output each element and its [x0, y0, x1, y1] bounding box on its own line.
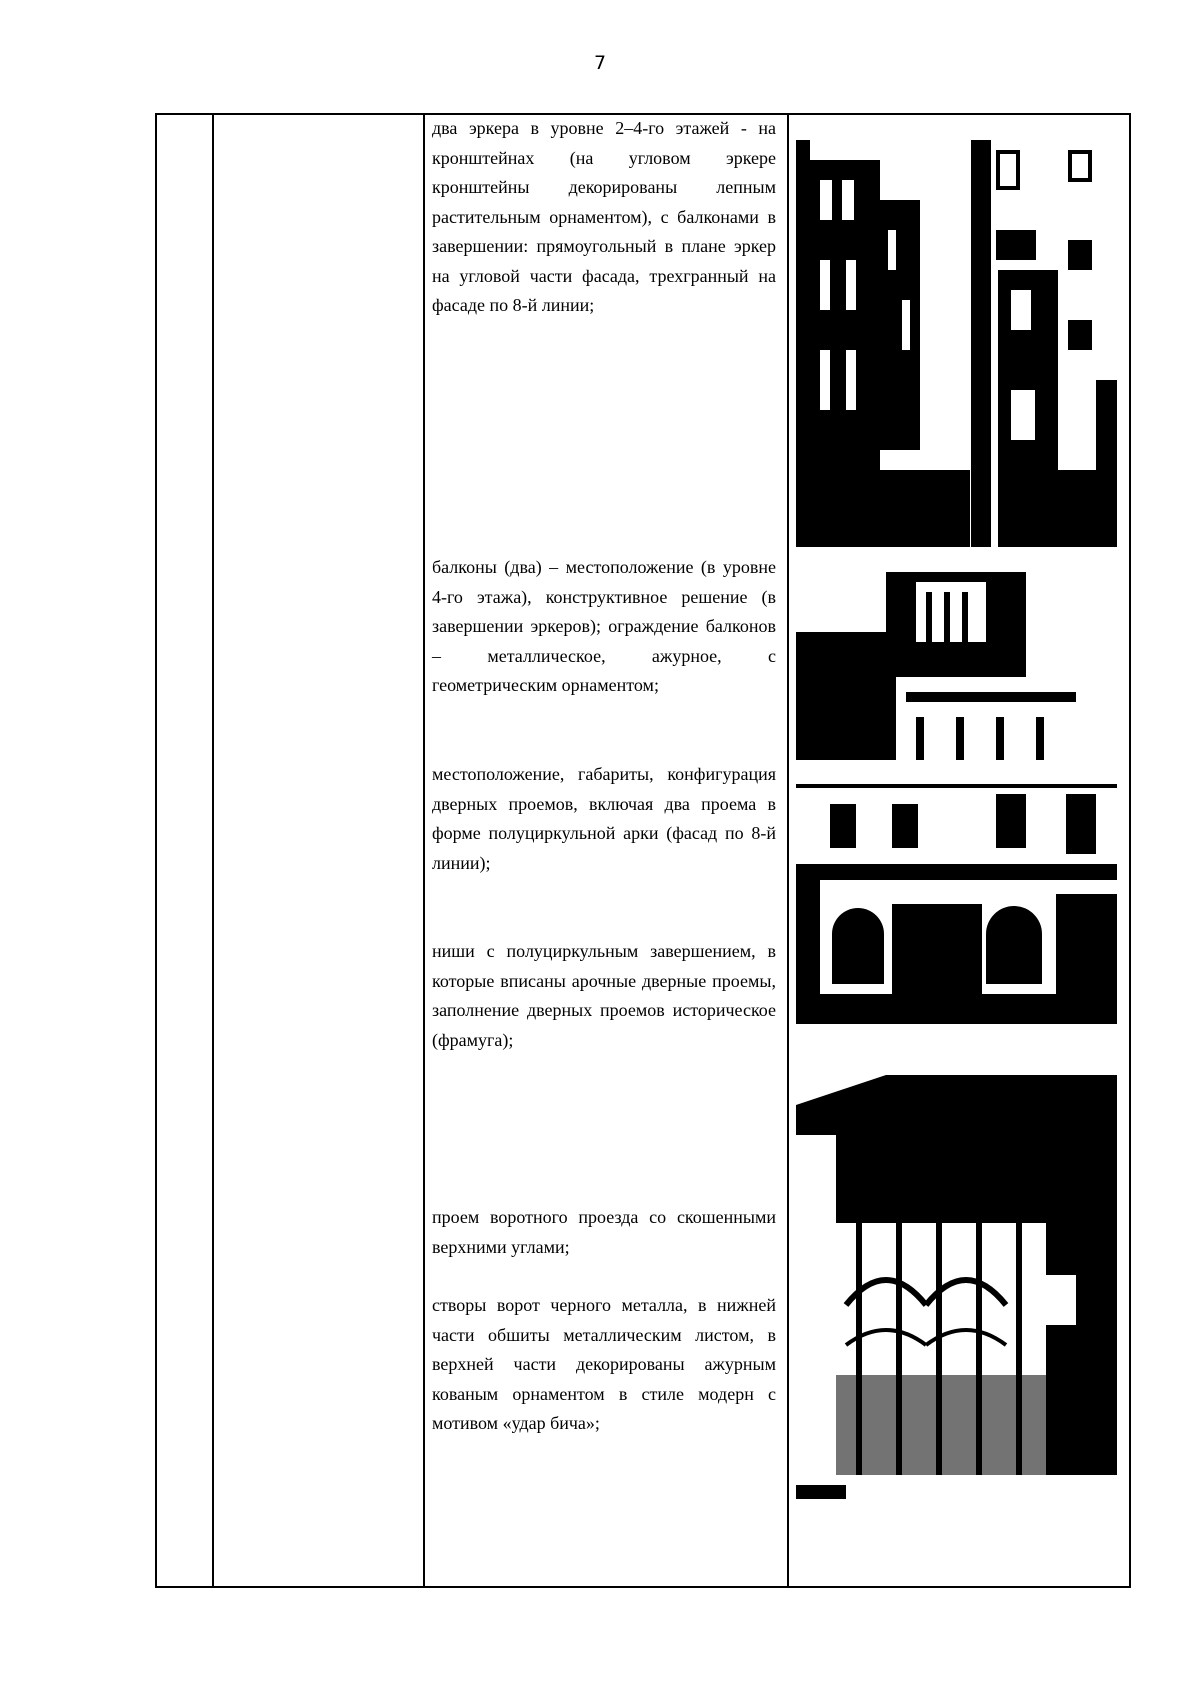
- feature-description-door-openings: местоположение, габариты, конфигурация дверных проемов, включая два проема в форме полуциркульной арки (фасад по 8-й линии);: [432, 764, 776, 873]
- photo-balconies: [796, 572, 1117, 760]
- column-divider: [787, 115, 789, 1586]
- page-number: 7: [593, 52, 607, 74]
- feature-description-niches: ниши с полуциркульным завершением, в которые вписаны арочные дверные проемы, заполнение дверных проемов историческое (фрамуга);: [432, 941, 776, 1050]
- photo-arched-doorways: [796, 784, 1117, 1024]
- feature-description-gate-opening: проем воротного проезда со скошенными верхними углами;: [432, 1207, 776, 1257]
- column-divider: [423, 115, 425, 1586]
- feature-description-balconies: балконы (два) – местоположение (в уровне 4-го этажа), конструктивное решение (в завершении эркеров); ограждение балконов – металлическое, ажурное, с геометрическим орнаментом;: [432, 557, 776, 695]
- column-divider: [212, 115, 214, 1586]
- feature-description-gates: створы ворот черного металла, в нижней части обшиты металлическим листом, в верхней части декорированы ажурным кованым орнаментом в стиле модерн с мотивом «удар бича»;: [432, 1295, 776, 1433]
- feature-description-bay-windows: два эркера в уровне 2–4-го этажей - на кронштейнах (на угловом эркере кронштейны декорированы лепным растительным орнаментом), с балконами в завершении: прямоугольный в плане эркер на угловой части фасада, трехгранный на фасаде по 8-й линии;: [432, 118, 776, 315]
- photo-bay-windows: [796, 140, 1117, 547]
- photo-iron-gates: [796, 1075, 1117, 1499]
